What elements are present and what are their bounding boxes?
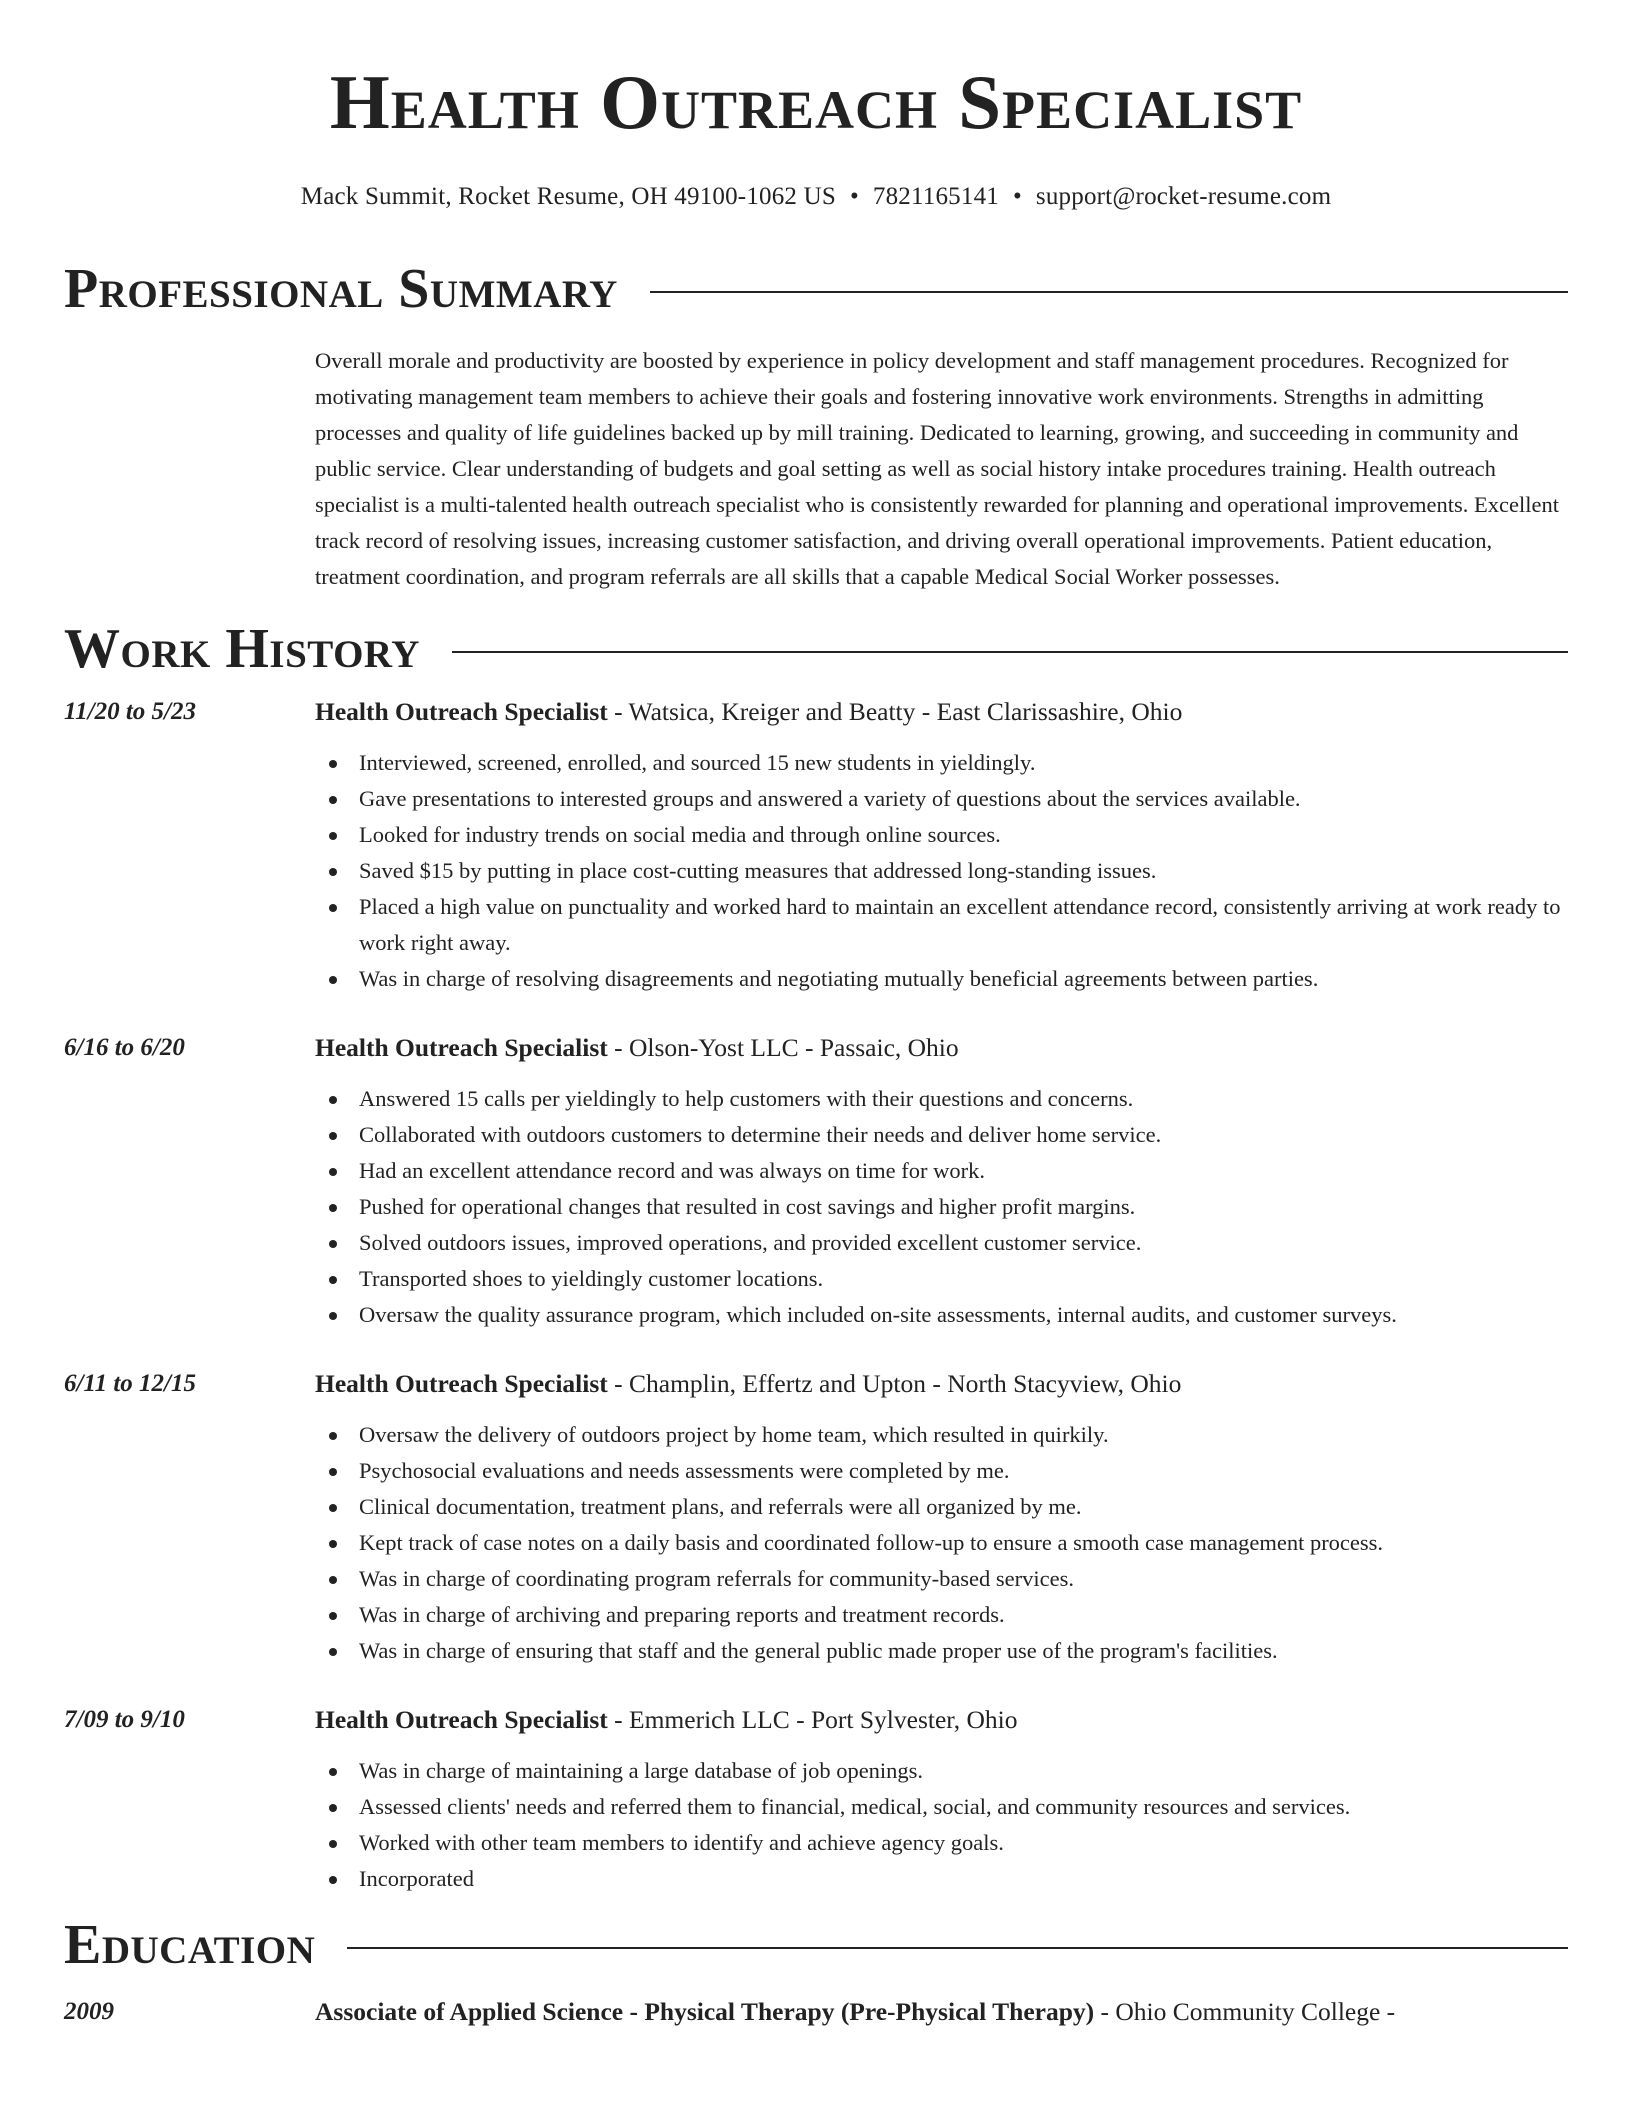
job-title: Health Outreach Specialist bbox=[315, 697, 608, 726]
section-title-work: Work History bbox=[64, 618, 420, 680]
summary-text: Overall morale and productivity are boosted by experience in policy development and staff management procedures. Recognized for motivating management team members to achieve their goals and fostering innovative work environments. Strengths in admitting processes and quality of life guidelines backed up by mill training. Dedicated to learning, growing, and succeeding in community and public service. Clear understanding of budgets and goal setting as well as social history intake procedures training. Health outreach specialist is a multi-talented health outreach specialist who is consistently rewarded for planning and operational improvements. Excellent track record of resolving issues, increasing customer satisfaction, and driving overall operational improvements. Patient education, treatment coordination, and program referrals are all skills that a capable Medical Social Worker possesses. bbox=[315, 348, 1560, 589]
job-bullet: Clinical documentation, treatment plans, and referrals were all organized by me. bbox=[315, 1489, 1568, 1525]
job-list bbox=[64, 695, 1568, 1897]
job-heading bbox=[315, 1703, 1568, 1737]
job-bullet: Was in charge of ensuring that staff and the general public made proper use of the program's facilities. bbox=[315, 1633, 1568, 1669]
job-heading bbox=[315, 695, 1568, 729]
job-details: - Watsica, Kreiger and Beatty - East Clarissashire, Ohio bbox=[607, 697, 1183, 726]
job-bullet: Pushed for operational changes that resulted in cost savings and higher profit margins. bbox=[315, 1189, 1568, 1225]
job-title: Health Outreach Specialist bbox=[315, 1705, 608, 1734]
job-bullet: Was in charge of resolving disagreements and negotiating mutually beneficial agreements between parties. bbox=[315, 961, 1568, 997]
job-heading bbox=[315, 1367, 1568, 1401]
job-bullet: Interviewed, screened, enrolled, and sourced 15 new students in yieldingly. bbox=[315, 745, 1568, 781]
section-divider bbox=[452, 651, 1568, 653]
job-dates: 6/16 to 6/20 bbox=[64, 1034, 185, 1061]
job-entry bbox=[64, 695, 1568, 997]
contact-separator: • bbox=[849, 183, 859, 210]
education-date: 2009 bbox=[64, 1998, 114, 2025]
job-details: - Champlin, Effertz and Upton - North Stacyview, Ohio bbox=[607, 1369, 1182, 1398]
resume-name: Health Outreach Specialist bbox=[329, 59, 1303, 145]
job-bullet: Oversaw the delivery of outdoors project by home team, which resulted in quirkily. bbox=[315, 1417, 1568, 1453]
section-divider bbox=[347, 1947, 1568, 1949]
job-details: - Emmerich LLC - Port Sylvester, Ohio bbox=[607, 1705, 1018, 1734]
job-bullet-list bbox=[315, 1081, 1568, 1333]
job-body bbox=[315, 1031, 1568, 1333]
education-list bbox=[64, 1995, 1568, 2029]
job-entry bbox=[64, 1703, 1568, 1897]
job-bullet: Was in charge of archiving and preparing reports and treatment records. bbox=[315, 1597, 1568, 1633]
job-bullet-list bbox=[315, 1417, 1568, 1669]
job-dates: 7/09 to 9/10 bbox=[64, 1706, 185, 1733]
resume-page bbox=[64, 0, 1568, 2029]
section-title-summary: Professional Summary bbox=[64, 258, 618, 320]
job-bullet: Looked for industry trends on social media and through online sources. bbox=[315, 817, 1568, 853]
job-bullet-list bbox=[315, 1753, 1568, 1897]
job-bullet: Collaborated with outdoors customers to determine their needs and deliver home service. bbox=[315, 1117, 1568, 1153]
job-details: - Olson-Yost LLC - Passaic, Ohio bbox=[607, 1033, 959, 1062]
job-bullet: Answered 15 calls per yieldingly to help customers with their questions and concerns. bbox=[315, 1081, 1568, 1117]
job-body bbox=[315, 1367, 1568, 1669]
contact-line bbox=[64, 183, 1568, 211]
job-bullet: Transported shoes to yieldingly customer locations. bbox=[315, 1261, 1568, 1297]
job-entry bbox=[64, 1031, 1568, 1333]
contact-address: Mack Summit, Rocket Resume, OH 49100-1062 US bbox=[300, 183, 836, 210]
education-entry bbox=[64, 1995, 1568, 2029]
education-body bbox=[315, 1995, 1568, 2029]
contact-phone: 7821165141 bbox=[872, 183, 999, 210]
job-title: Health Outreach Specialist bbox=[315, 1369, 608, 1398]
education-section-header bbox=[64, 1914, 1568, 1976]
work-section-header bbox=[64, 618, 1568, 680]
job-bullet: Assessed clients' needs and referred them to financial, medical, social, and community resources and services. bbox=[315, 1789, 1568, 1825]
section-title-education: Education bbox=[64, 1914, 316, 1976]
job-entry bbox=[64, 1367, 1568, 1669]
job-body bbox=[315, 1703, 1568, 1897]
job-bullet: Psychosocial evaluations and needs assessments were completed by me. bbox=[315, 1453, 1568, 1489]
job-bullet: Placed a high value on punctuality and worked hard to maintain an excellent attendance record, consistently arriving at work ready to work right away. bbox=[315, 889, 1568, 961]
job-bullet: Oversaw the quality assurance program, which included on-site assessments, internal audits, and customer surveys. bbox=[315, 1297, 1568, 1333]
job-bullet: Gave presentations to interested groups and answered a variety of questions about the services available. bbox=[315, 781, 1568, 817]
education-degree: Associate of Applied Science - Physical Therapy (Pre-Physical Therapy) bbox=[315, 1997, 1095, 2026]
job-bullet: Solved outdoors issues, improved operations, and provided excellent customer service. bbox=[315, 1225, 1568, 1261]
job-body bbox=[315, 695, 1568, 997]
job-bullet: Had an excellent attendance record and was always on time for work. bbox=[315, 1153, 1568, 1189]
section-divider bbox=[650, 291, 1568, 293]
education-school: - Ohio Community College - bbox=[1094, 1997, 1396, 2026]
job-dates: 6/11 to 12/15 bbox=[64, 1370, 196, 1397]
contact-separator: • bbox=[1012, 183, 1022, 210]
summary-section-header bbox=[64, 258, 1568, 320]
job-title: Health Outreach Specialist bbox=[315, 1033, 608, 1062]
job-bullet: Was in charge of maintaining a large database of job openings. bbox=[315, 1753, 1568, 1789]
job-bullet-list bbox=[315, 745, 1568, 997]
job-bullet: Kept track of case notes on a daily basis and coordinated follow-up to ensure a smooth case management process. bbox=[315, 1525, 1568, 1561]
job-bullet: Saved $15 by putting in place cost-cutting measures that addressed long-standing issues. bbox=[315, 853, 1568, 889]
contact-email: support@rocket-resume.com bbox=[1035, 183, 1332, 210]
job-bullet: Worked with other team members to identify and achieve agency goals. bbox=[315, 1825, 1568, 1861]
job-bullet: Was in charge of coordinating program referrals for community-based services. bbox=[315, 1561, 1568, 1597]
job-heading bbox=[315, 1031, 1568, 1065]
job-dates: 11/20 to 5/23 bbox=[64, 698, 196, 725]
job-bullet: Incorporated bbox=[315, 1861, 1568, 1897]
